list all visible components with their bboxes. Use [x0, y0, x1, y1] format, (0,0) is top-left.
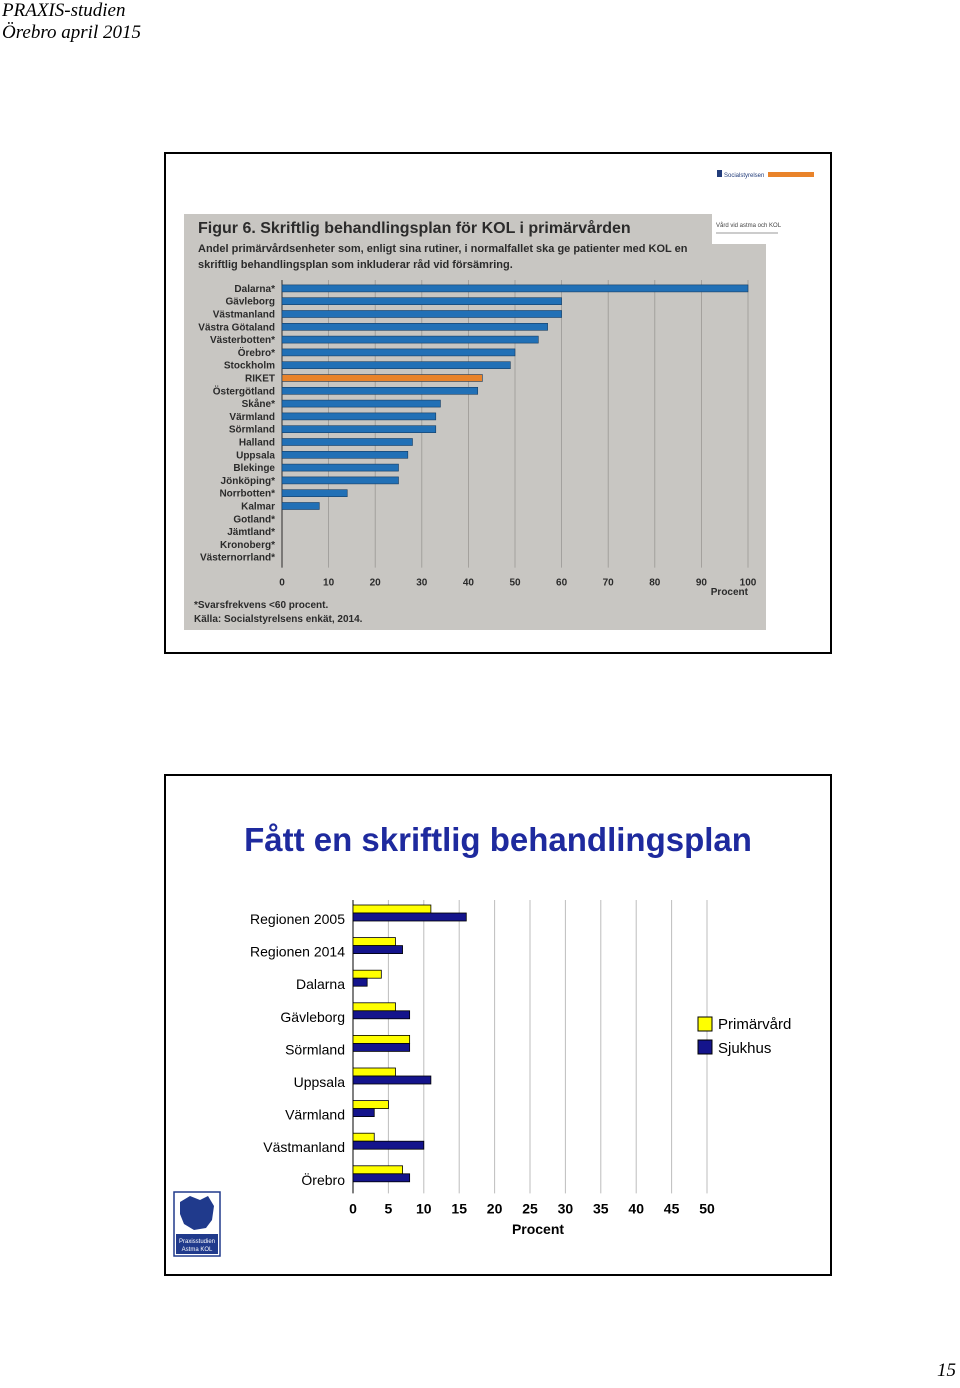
bar — [282, 311, 562, 318]
category-label: Värmland — [285, 1106, 345, 1123]
figure-title: Figur 6. Skriftlig behandlingsplan för KOL i primärvården — [198, 220, 631, 237]
bar — [282, 503, 319, 510]
legend-swatch-sjukhus — [698, 1040, 712, 1054]
bar-primarvard — [353, 1035, 410, 1043]
category-label: Regionen 2014 — [250, 943, 345, 960]
bar — [282, 298, 562, 305]
bar — [282, 451, 408, 458]
category-label: Norrbotten* — [219, 488, 275, 500]
category-label: Blekinge — [233, 463, 275, 475]
category-label: Östergötland — [212, 386, 275, 398]
bar-sjukhus — [353, 1141, 424, 1149]
bar-primarvard — [353, 1003, 395, 1011]
category-label: RIKET — [245, 373, 275, 385]
bar-sjukhus — [353, 913, 466, 921]
slide-figure-6 — [164, 152, 832, 654]
bar-sjukhus — [353, 946, 403, 954]
category-label: Sörmland — [285, 1041, 345, 1058]
bar — [282, 439, 412, 446]
x-tick-label: 20 — [486, 1200, 503, 1217]
bar-sjukhus — [353, 1109, 374, 1117]
header-title: PRAXIS-studien — [2, 0, 126, 21]
x-tick-label: 40 — [462, 577, 474, 589]
bar-sjukhus — [353, 978, 367, 986]
category-label: Gotland* — [233, 514, 275, 526]
x-tick-label: 0 — [279, 577, 285, 589]
bar — [282, 323, 548, 330]
chart-title: Fått en skriftlig behandlingsplan — [244, 821, 752, 858]
chart-legend — [698, 1016, 791, 1057]
legend-label-sjukhus: Sjukhus — [718, 1040, 772, 1057]
x-tick-label: 70 — [602, 577, 614, 589]
category-label: Örebro* — [237, 347, 275, 359]
category-label: Halland — [238, 437, 275, 449]
socialstyrelsen-logo — [717, 170, 814, 179]
category-label: Jönköping* — [220, 475, 275, 487]
x-tick-label: 20 — [369, 577, 381, 589]
x-tick-label: 30 — [557, 1200, 574, 1217]
x-tick-label: 45 — [663, 1200, 680, 1217]
bar-sjukhus — [353, 1076, 431, 1084]
bar-primarvard — [353, 970, 381, 978]
bar — [282, 413, 436, 420]
figure-subtitle-line1: Andel primärvårdsenheter som, enligt sina rutiner, i normalfallet ska ge patienter med KOL en — [198, 243, 688, 255]
chart-bars — [353, 905, 466, 1182]
x-tick-label: 50 — [509, 577, 521, 589]
figure-x-axis-label: Procent — [710, 587, 748, 598]
chart-category-labels — [250, 911, 345, 1188]
category-label: Uppsala — [236, 450, 275, 462]
bar-primarvard — [353, 1101, 388, 1109]
category-label: Kronoberg* — [220, 539, 275, 551]
x-tick-label: 60 — [556, 577, 568, 589]
bar-sjukhus — [353, 1174, 410, 1182]
x-tick-label: 25 — [522, 1200, 538, 1217]
behandlingsplan-chart — [166, 776, 830, 1274]
x-tick-label: 90 — [695, 577, 707, 589]
legend-swatch-primarvard — [698, 1017, 712, 1031]
x-tick-label: 100 — [739, 577, 757, 589]
category-label: Uppsala — [293, 1074, 345, 1090]
category-label: Sörmland — [228, 424, 275, 436]
header-subtitle: Örebro april 2015 — [2, 22, 141, 43]
x-tick-label: 15 — [451, 1200, 467, 1217]
praxisstudien-logo — [174, 1192, 220, 1256]
category-label: Stockholm — [223, 360, 275, 372]
bar — [282, 490, 347, 497]
category-label: Värmland — [229, 411, 275, 423]
category-label: Gävleborg — [225, 296, 275, 308]
bar-primarvard — [353, 905, 431, 913]
x-tick-label: 5 — [384, 1200, 393, 1217]
logo-text-line2: Astma KOL — [181, 1247, 213, 1253]
bar-sjukhus — [353, 1043, 410, 1051]
category-label: Västernorrland* — [199, 552, 275, 564]
category-label: Kalmar — [241, 501, 275, 513]
bar — [282, 349, 515, 356]
bar — [282, 285, 748, 292]
x-tick-label: 50 — [699, 1200, 715, 1217]
bar-primarvard — [353, 1133, 374, 1141]
legend-label-primarvard: Primärvård — [718, 1016, 792, 1033]
report-cover-title: Vård vid astma och KOL — [716, 223, 782, 229]
figure-subtitle-line2: skriftlig behandlingsplan som inkluderar råd vid försämring. — [198, 259, 513, 271]
figure-source: Källa: Socialstyrelsens enkät, 2014. — [194, 614, 363, 625]
category-label: Gävleborg — [280, 1008, 345, 1025]
bar — [282, 426, 436, 433]
category-label: Dalarna* — [234, 283, 275, 295]
category-label: Dalarna — [295, 976, 345, 993]
category-label: Örebro — [301, 1171, 345, 1188]
logo-strip — [768, 172, 814, 177]
logo-text-line1: Praxisstudien — [178, 1239, 216, 1245]
bar — [282, 464, 399, 471]
logo-text: Socialstyrelsen — [724, 173, 765, 179]
x-tick-label: 40 — [628, 1200, 644, 1217]
category-label: Västerbotten* — [209, 335, 275, 347]
bar — [282, 477, 399, 484]
category-label: Regionen 2005 — [250, 911, 345, 927]
x-tick-label: 0 — [349, 1200, 357, 1217]
category-label: Västra Götaland — [198, 322, 275, 334]
bar — [282, 387, 478, 394]
category-label: Jämtland* — [227, 527, 275, 539]
chart-tick-labels — [349, 1200, 715, 1216]
x-tick-label: 10 — [323, 577, 335, 589]
bar-primarvard — [353, 1166, 403, 1174]
x-tick-label: 30 — [416, 577, 428, 589]
category-label: Skåne* — [241, 399, 275, 411]
bar — [282, 400, 440, 407]
logo-mark — [717, 170, 722, 177]
figure-6-chart — [166, 154, 830, 652]
x-tick-label: 80 — [649, 577, 661, 589]
chart-x-axis-label: Procent — [511, 1221, 565, 1237]
bar-primarvard — [353, 1068, 395, 1076]
bar-primarvard — [353, 938, 395, 946]
bar-sjukhus — [353, 1011, 410, 1019]
bar — [282, 375, 482, 382]
category-label: Västmanland — [263, 1139, 345, 1156]
x-tick-label: 10 — [416, 1200, 432, 1217]
bar — [282, 336, 538, 343]
bar — [282, 362, 510, 369]
figure-footnote: *Svarsfrekvens <60 procent. — [194, 600, 329, 611]
slide-behandlingsplan — [164, 774, 832, 1276]
report-cover-patch — [712, 214, 782, 244]
x-tick-label: 35 — [593, 1200, 609, 1217]
page-number: 15 — [937, 1360, 956, 1381]
category-label: Västmanland — [212, 309, 275, 321]
